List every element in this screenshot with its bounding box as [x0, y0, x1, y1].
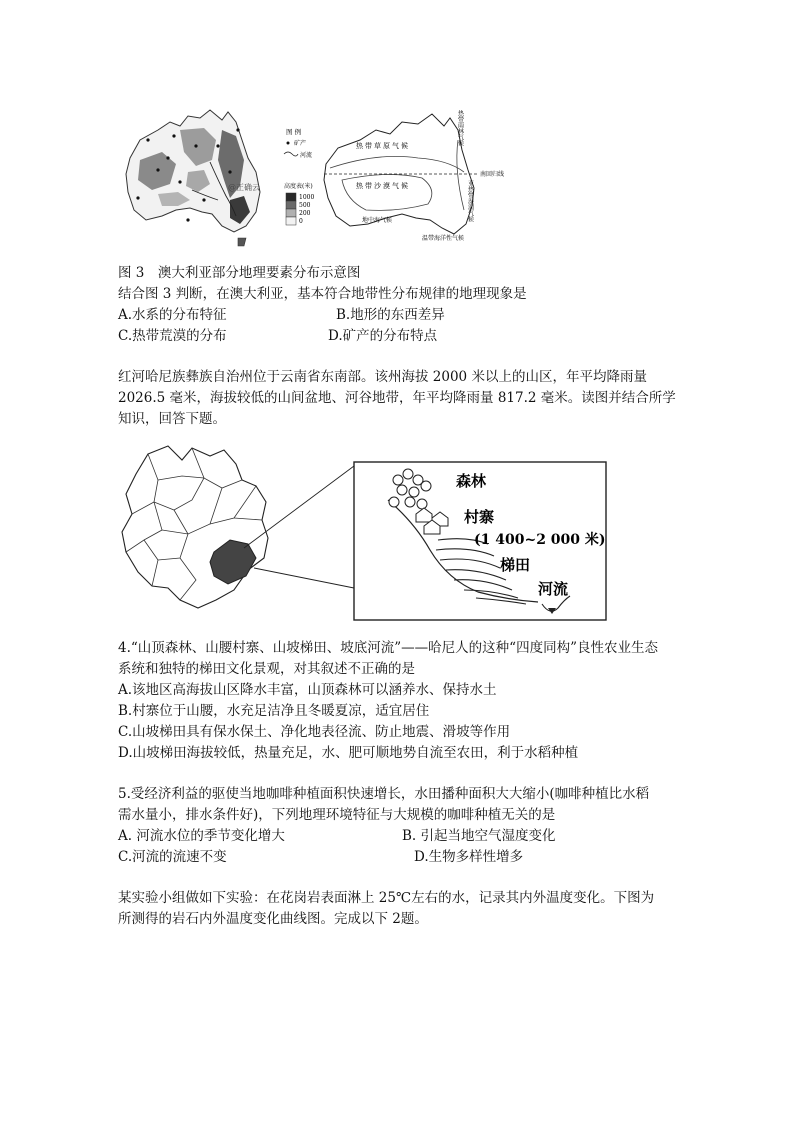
- passage-honghe-line-1: 红河哈尼族彝族自治州位于云南省东南部。该州海拔 2000 米以上的山区，年平均降雨量: [118, 369, 647, 385]
- legend-level-2: 200: [299, 210, 311, 217]
- q5-option-a: A. 河流水位的季节变化增大: [118, 828, 285, 844]
- label-forest: 森林: [456, 472, 487, 490]
- q5-stem-line-2: 需水量小，排水条件好)，下列地理环境特征与大规模的咖啡种植无关的是: [118, 807, 556, 823]
- legend-elevation: 高度表(米): [284, 183, 313, 190]
- q4-option-a: A.该地区高海拔山区降水丰富，山顶森林可以涵养水、保持水土: [118, 682, 497, 698]
- q4-option-b: B.村寨位于山腰，水充足洁净且冬暖夏凉，适宜居住: [118, 703, 430, 719]
- australia-climate-map: [324, 109, 504, 242]
- tropic-label: 南回归线: [480, 171, 505, 178]
- figure3-australia-maps: [118, 100, 518, 258]
- q4-stem-line-1: 4.“山顶森林、山腰村寨、山坡梯田、坡底河流”——哈尼人的这种“四度同构”良性农业生态: [118, 640, 658, 656]
- q5-option-b: B. 引起当地空气湿度变化: [402, 828, 556, 844]
- passage-experiment-line-1: 某实验小组做如下实验：在花岗岩表面淋上 25℃左右的水，记录其内外温度变化。下图为: [118, 890, 655, 906]
- climate-rainforest: 热带雨林气候: [456, 110, 464, 146]
- legend-level-1: 500: [299, 202, 311, 209]
- watermark: @正确云: [228, 183, 260, 192]
- australia-relief-map: [126, 110, 260, 246]
- q-australia-option-a: A.水系的分布特征: [118, 307, 227, 323]
- figure-yunnan-terraces: [118, 440, 610, 624]
- legend-level-3: 0: [299, 218, 303, 225]
- label-terrace: 梯田: [500, 556, 531, 574]
- q4-option-c: C.山坡梯田具有保水保土、净化地表径流、防止地震、滑坡等作用: [118, 724, 511, 740]
- legend-river: 河流: [300, 152, 313, 159]
- climate-oceanic: 温带海洋性气候: [422, 235, 465, 242]
- climate-humid: 亚热带湿润气候: [466, 180, 474, 222]
- q4-stem-line-2: 系统和独特的梯田文化景观，对其叙述不正确的是: [118, 661, 415, 677]
- climate-mediterranean: 地中海气候: [362, 217, 393, 224]
- yunnan-province-map: [122, 446, 354, 608]
- q5-stem-line-1: 5.受经济利益的驱使当地咖啡种植面积快速增长，水田播种面积大大缩小(咖啡种植比水稻: [118, 786, 650, 802]
- legend-mineral: 矿产: [294, 140, 307, 147]
- climate-savanna: 热带草原气候: [356, 142, 410, 150]
- river-icon: [284, 152, 298, 156]
- passage-experiment-line-2: 所测得的岩石内外温度变化曲线图。完成以下 2题。: [118, 911, 428, 927]
- q-australia-stem: 结合图 3 判断，在澳大利亚，基本符合地带性分布规律的地理现象是: [118, 286, 527, 302]
- climate-desert: 热带沙漠气候: [356, 182, 410, 190]
- q4-option-d: D.山坡梯田海拔较低，热量充足，水、肥可顺地势自流至农田，利于水稻种植: [118, 745, 579, 761]
- terrace-inset: [354, 462, 606, 620]
- q-australia-option-b: B.地形的东西差异: [336, 307, 445, 323]
- label-elevation: (1 400~2 000 米): [474, 532, 606, 548]
- passage-honghe-line-3: 知识，回答下题。: [118, 411, 226, 427]
- q5-option-d: D.生物多样性增多: [414, 849, 524, 865]
- q5-option-c: C.河流的流速不变: [118, 849, 227, 865]
- label-village: 村寨: [464, 508, 495, 526]
- mineral-icon: [287, 142, 290, 145]
- relief-map-legend: [284, 127, 314, 225]
- q-australia-option-c: C.热带荒漠的分布: [118, 328, 227, 344]
- passage-honghe-line-2: 2026.5 毫米，海拔较低的山间盆地、河谷地带，年平均降雨量 817.2 毫米。读图并结合所学: [118, 390, 676, 406]
- legend-level-0: 1000: [299, 194, 315, 201]
- q-australia-option-d: D.矿产的分布特点: [328, 328, 438, 344]
- figure3-caption: 图 3 澳大利亚部分地理要素分布示意图: [118, 265, 361, 281]
- label-river: 河流: [538, 580, 569, 598]
- legend-title: 图 例: [286, 128, 302, 136]
